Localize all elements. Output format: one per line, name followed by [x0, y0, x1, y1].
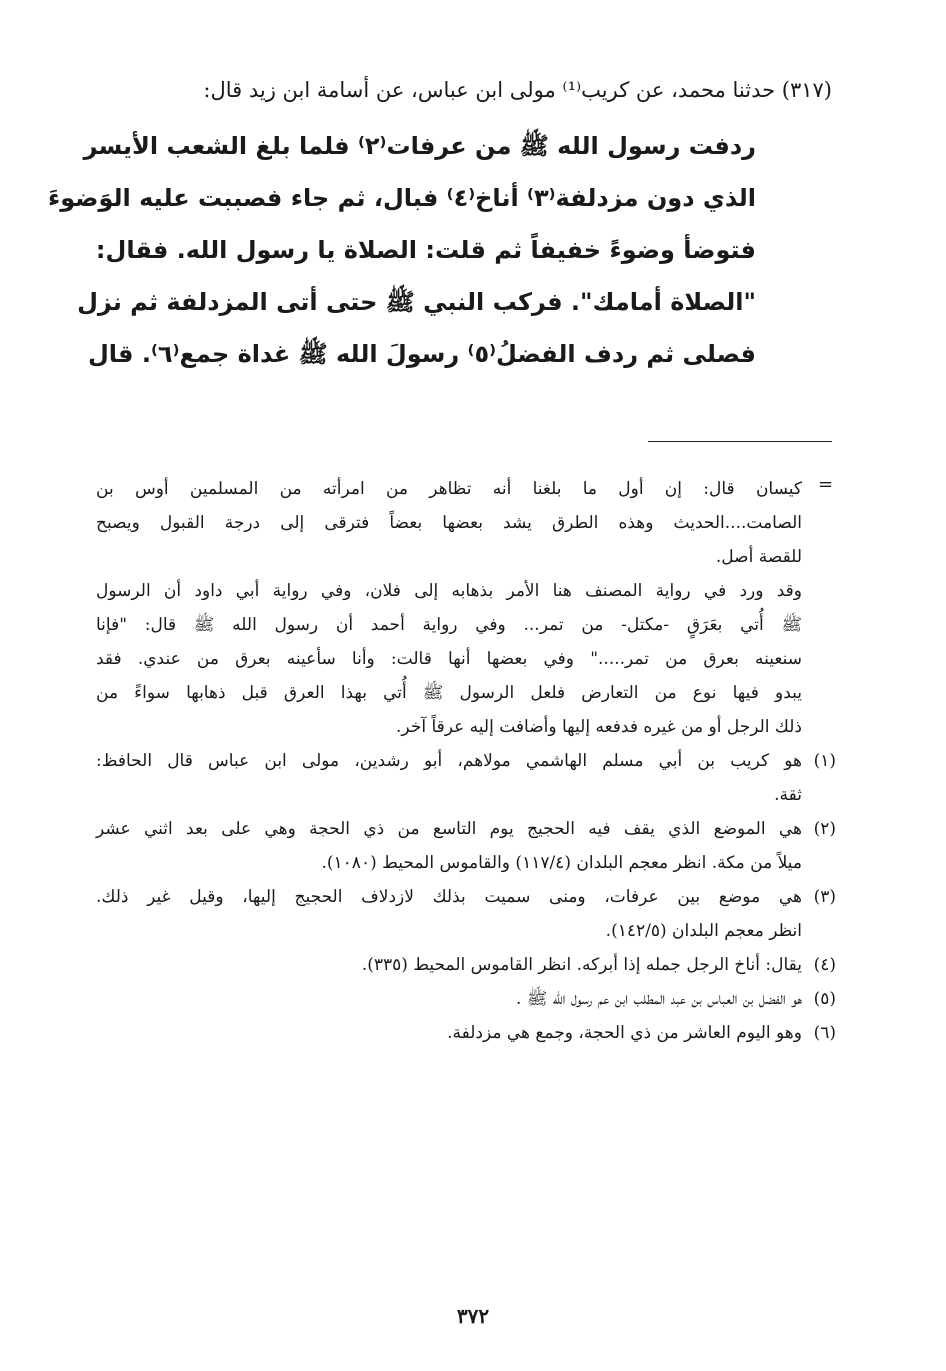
footnote-4 [96, 948, 836, 982]
hadith-line: فتوضأ وضوءً خفيفاً ثم قلت: الصلاة يا رسول الله. فقال: [95, 236, 756, 264]
continuation-marker: = [818, 474, 834, 495]
footnote-6 [96, 1016, 836, 1050]
continued-footnote [96, 472, 802, 744]
footnote-line: ثقة. [774, 785, 802, 805]
footnote-3 [96, 880, 836, 948]
footnote-2 [96, 812, 836, 880]
footnote-number: (٤) [813, 955, 836, 975]
footnote-line: سنعينه بعرق من تمر....." وفي بعضها أنها قالت: وأنا سأعينه بعرق من عندي. فقد [96, 649, 802, 669]
footnote-separator [648, 441, 832, 442]
hadith-text [47, 120, 756, 380]
footnote-line: وهو اليوم العاشر من ذي الحجة، وجمع هي مزدلفة. [447, 1023, 802, 1043]
footnote-1 [96, 744, 836, 812]
footnote-number: (٢) [813, 819, 836, 839]
footnote-line: الصامت....الحديث وهذه الطرق يشد بعضها بعضاً فترقى إلى درجة القبول ويصبح [96, 513, 802, 533]
hadith-line: فصلى ثم ردف الفضلُ⁽٥⁾ رسولَ الله ﷺ غداة جمع⁽٦⁾. قال [87, 340, 756, 368]
footnote-line: وقد ورد في رواية المصنف هنا الأمر بذهابه إلى فلان، وفي رواية أبي داود أن الرسول [96, 581, 802, 601]
footnote-line: ذلك الرجل أو من غيره فدفعه إليها وأضافت إليه عرقاً آخر. [396, 717, 802, 737]
footnotes [96, 472, 836, 1050]
footnote-5 [96, 982, 836, 1016]
footnote-line: هي موضع بين عرفات، ومنى سميت بذلك لازدلاف الحجيج إليها، وقيل غير ذلك. [96, 887, 802, 907]
hadith-line: الذي دون مزدلفة⁽٣⁾ أناخ⁽٤⁾ فبال، ثم جاء فصببت عليه الوَضوءَ [47, 184, 756, 212]
page-number: ٣٧٢ [456, 1304, 490, 1328]
footnote-number: (٣) [813, 887, 836, 907]
footnote-number: (٥) [813, 989, 836, 1009]
footnote-line: ميلاً من مكة. انظر معجم البلدان (١١٧/٤) والقاموس المحيط (١٠٨٠). [321, 853, 802, 873]
footnote-line: انظر معجم البلدان (١٤٢/٥). [605, 921, 802, 941]
footnote-line: هو كريب بن أبي مسلم الهاشمي مولاهم، أبو رشدين، مولى ابن عباس قال الحافظ: [96, 751, 802, 771]
footnote-line: يقال: أناخ الرجل جمله إذا أبركه. انظر القاموس المحيط (٣٣٥). [361, 955, 802, 975]
footnote-line: يبدو فيها نوع من التعارض فلعل الرسول ﷺ أُتي بهذا العرق قبل ذهابها سواءً من [96, 683, 802, 703]
footnote-line: كيسان قال: إن أول ما بلغنا أنه تظاهر من امرأته من المسلمين أوس بن [96, 479, 802, 499]
footnote-line: للقصة أصل. [715, 547, 802, 567]
hadith-line: "الصلاة أمامك". فركب النبي ﷺ حتى أتى المزدلفة ثم نزل [77, 288, 756, 316]
hadith-intro: (٣١٧) حدثنا محمد، عن كريب⁽¹⁾ مولى ابن عباس، عن أسامة ابن زيد قال: [203, 78, 832, 102]
footnote-line: هو الفضل بن العباس بن عبد المطلب ابن عم رسول الله ﷺ . [516, 989, 802, 1009]
footnote-number: (١) [813, 751, 836, 771]
footnote-number: (٦) [813, 1023, 836, 1043]
hadith-line: ردفت رسول الله ﷺ من عرفات⁽٢⁾ فلما بلغ الشعب الأيسر [83, 132, 756, 160]
footnote-line: ﷺ أُتي بعَرَقٍ -مكتل- من تمر... وفي رواية أحمد أن رسول الله ﷺ قال: "فإنا [96, 615, 802, 635]
footnote-line: هي الموضع الذي يقف فيه الحجيج يوم التاسع من ذي الحجة وهي على بعد اثني عشر [96, 819, 802, 839]
